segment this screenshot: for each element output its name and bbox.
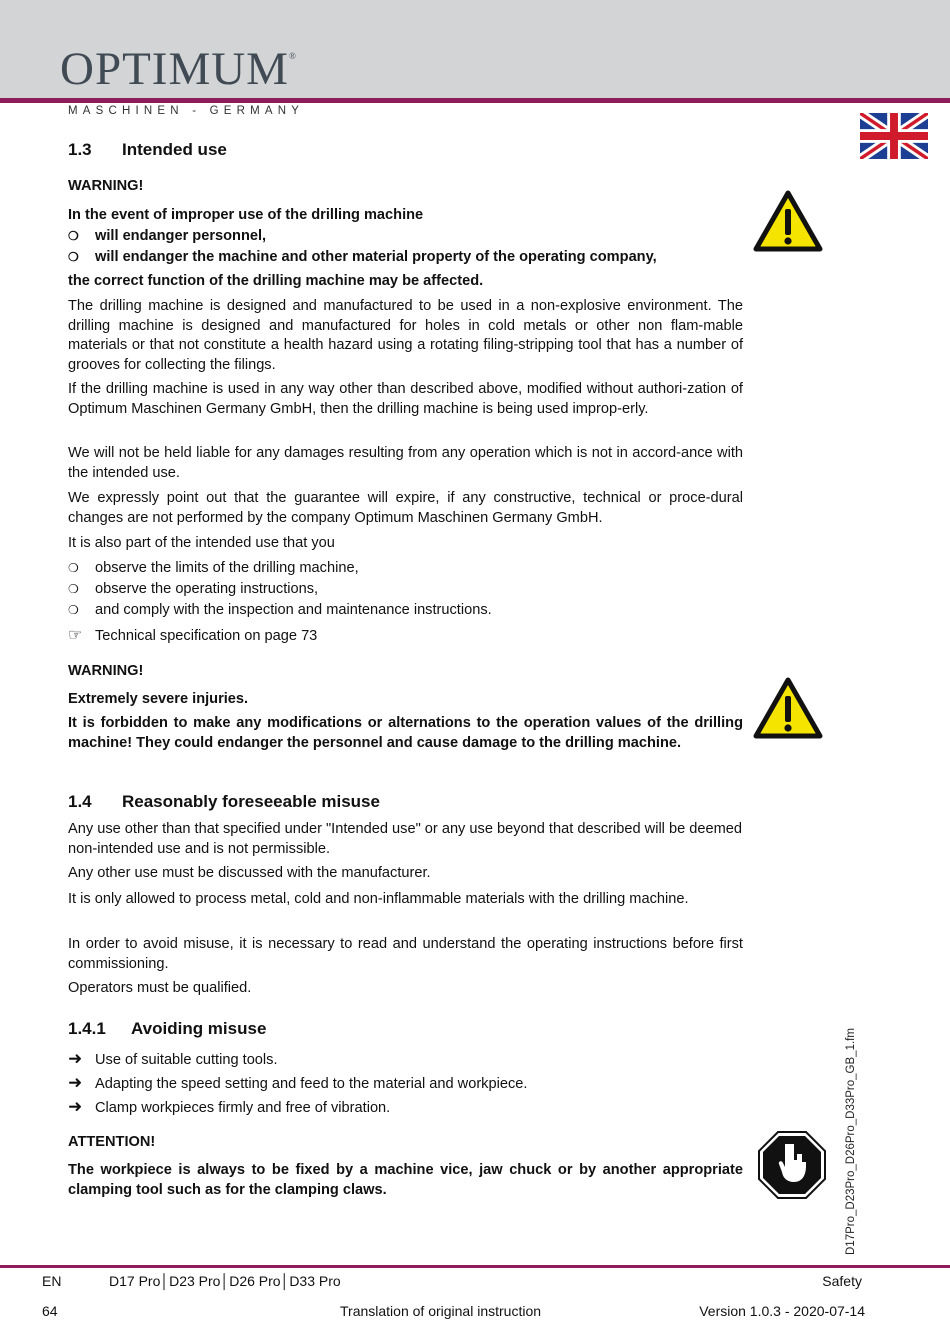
heading-number: 1.4.1 <box>68 1019 106 1038</box>
arrow-right-icon: ➜ <box>68 1049 83 1068</box>
heading-text: Intended use <box>122 140 227 159</box>
uk-flag-icon <box>860 113 928 159</box>
paragraph: In order to avoid misuse, it is necessary to read and understand the operating instructions before first commissioning. <box>68 936 743 972</box>
warning-triangle-icon <box>753 677 823 739</box>
paragraph: The drilling machine is designed and manufactured to be used in a non-explosive environment. The drilling machine is designed and manufactured for holes in cold metals or other non flam-mable materials or that not constitute a health hazard using a rotating filing-stripping tool that has a number of grooves for collecting the filings. <box>68 298 743 373</box>
footer-rule <box>0 1265 950 1268</box>
section-heading-1-3 <box>68 140 743 160</box>
footer-models: D17 Pro│D23 Pro│D26 Pro│D33 Pro <box>109 1273 341 1289</box>
bullet-icon: ❍ <box>68 561 79 575</box>
paragraph: We will not be held liable for any damages resulting from any operation which is not in accord-ance with the intended use. <box>68 445 743 481</box>
file-name-label: D17Pro_D23Pro_D26Pro_D33Pro_GB_1.fm <box>845 1028 857 1255</box>
list-item: ➜ Use of suitable cutting tools. <box>68 1049 278 1068</box>
footer-chapter: Safety <box>822 1273 862 1289</box>
footer-translation-note: Translation of original instruction <box>340 1303 542 1319</box>
section-heading-1-4 <box>68 792 743 812</box>
warning-title: Extremely severe injuries. <box>68 691 249 707</box>
footer-language: EN <box>42 1273 62 1289</box>
stop-hand-icon <box>757 1130 827 1200</box>
pointing-hand-icon: ☞ <box>68 627 83 644</box>
paragraph: Operators must be qualified. <box>68 980 252 996</box>
section-heading-1-4-1 <box>68 1019 743 1039</box>
list-item: ❍ and comply with the inspection and maintenance instructions. <box>68 601 492 621</box>
paragraph: We expressly point out that the guarantee will expire, if any constructive, technical or proce-dural changes are not performed by the company Optimum Maschinen Germany GmbH. <box>68 490 743 526</box>
warning-item: ❍ will endanger personnel, <box>68 227 266 247</box>
paragraph: If the drilling machine is used in any way other than described above, modified without authori-zation of Optimum Maschinen Germany GmbH, then the drilling machine is being used improp-erly. <box>68 381 743 417</box>
list-item: ➜ Clamp workpieces firmly and free of vibration. <box>68 1097 391 1116</box>
heading-number: 1.3 <box>68 140 92 159</box>
bullet-icon: ❍ <box>68 250 79 264</box>
arrow-right-icon: ➜ <box>68 1073 83 1092</box>
paragraph: Any other use must be discussed with the manufacturer. <box>68 865 431 881</box>
warning-outro: the correct function of the drilling machine may be affected. <box>68 273 484 289</box>
bullet-icon: ❍ <box>68 582 79 596</box>
warning-item: ❍ will endanger the machine and other material property of the operating company, <box>68 248 657 268</box>
paragraph: Any use other than that specified under "Intended use" or any use beyond that described will be deemed non-intended use and is not permissible. <box>68 821 743 857</box>
header-rule <box>0 98 950 103</box>
bullet-icon: ❍ <box>68 229 79 243</box>
logo-subtitle: MASCHINEN - GERMANY <box>68 105 305 117</box>
warning-label: WARNING! <box>68 178 144 194</box>
heading-number: 1.4 <box>68 792 92 811</box>
attention-label: ATTENTION! <box>68 1134 156 1150</box>
optimum-logo: OPTIMUM® <box>60 43 297 95</box>
warning-triangle-icon <box>753 190 823 252</box>
arrow-right-icon: ➜ <box>68 1097 83 1116</box>
cross-reference[interactable]: ☞ Technical specification on page 73 <box>68 627 318 644</box>
attention-text: The workpiece is always to be fixed by a machine vice, jaw chuck or by another appropriate clamping tool such as for the clamping claws. <box>68 1162 743 1198</box>
heading-text: Avoiding misuse <box>131 1019 267 1038</box>
footer-version: Version 1.0.3 - 2020-07-14 <box>699 1303 865 1319</box>
paragraph: It is only allowed to process metal, cold and non-inflammable materials with the drilling machine. <box>68 891 689 907</box>
warning-text: It is forbidden to make any modifications or alternations to the operation values of the drilling machine! They could endanger the personnel and cause damage to the drilling machine. <box>68 715 743 751</box>
page-number: 64 <box>42 1303 58 1319</box>
bullet-icon: ❍ <box>68 603 79 617</box>
heading-text: Reasonably foreseeable misuse <box>122 792 380 811</box>
list-item: ❍ observe the limits of the drilling machine, <box>68 559 359 579</box>
warning-label: WARNING! <box>68 663 144 679</box>
warning-intro: In the event of improper use of the drilling machine <box>68 207 424 223</box>
list-item: ➜ Adapting the speed setting and feed to the material and workpiece. <box>68 1073 528 1092</box>
list-item: ❍ observe the operating instructions, <box>68 580 318 600</box>
paragraph: It is also part of the intended use that you <box>68 535 335 551</box>
